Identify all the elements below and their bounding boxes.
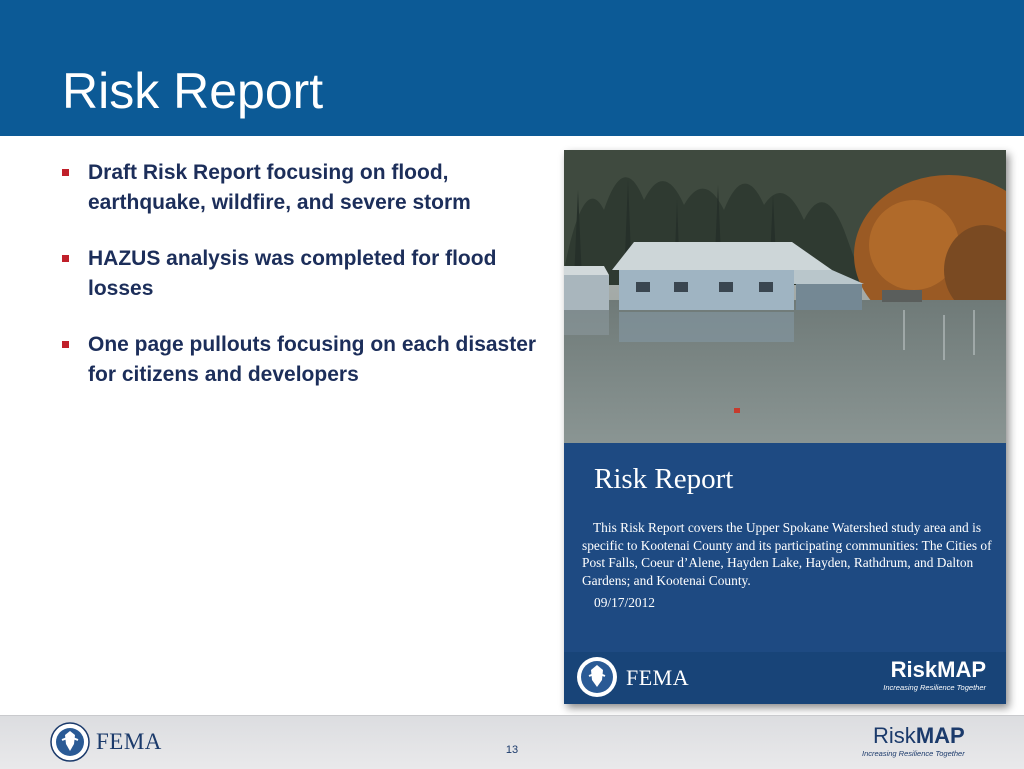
page-number: 13	[505, 744, 519, 756]
footer-riskmap-logo	[862, 724, 965, 758]
cover-riskmap-wordmark: RiskMAP	[890, 657, 986, 682]
cover-footer	[564, 652, 1006, 704]
cover-fema-logo: FEMA	[626, 665, 690, 690]
bullet-list	[62, 158, 542, 416]
title-bar	[0, 0, 1024, 136]
bullet-text: Draft Risk Report focusing on flood, earthquake, wildfire, and severe storm	[88, 161, 471, 214]
cover-description: This Risk Report covers the Upper Spokane Watershed study area and is specific to Kootenai County and its participating communities: The Cities of Post Falls, Coeur d’Alene, Hayden Lake, Hayden, Rathdrum, and Dalton Gardens; and Kootenai County.	[582, 520, 992, 588]
bullet-item	[62, 158, 542, 218]
riskmap-map-text: MAP	[915, 723, 965, 748]
bullet-item	[62, 330, 542, 390]
bullet-square-icon	[62, 255, 69, 262]
bullet-text: HAZUS analysis was completed for flood losses	[88, 247, 497, 300]
bullet-item	[62, 244, 542, 304]
cover-riskmap-tagline: Increasing Resilience Together	[883, 683, 986, 692]
bullet-square-icon	[62, 169, 69, 176]
slide-title: Risk Report	[62, 63, 324, 119]
cover-riskmap-logo	[883, 658, 986, 692]
cover-title: Risk Report	[594, 463, 734, 495]
flooded-house-photo	[564, 150, 1006, 443]
cover-text-panel	[564, 443, 1006, 652]
risk-report-cover	[564, 150, 1006, 704]
cover-date: 09/17/2012	[594, 595, 656, 610]
bullet-text: One page pullouts focusing on each disaster for citizens and developers	[88, 333, 537, 386]
bullet-square-icon	[62, 341, 69, 348]
slide-footer	[0, 715, 1024, 769]
dhs-seal-icon	[50, 722, 90, 762]
riskmap-risk-text: Risk	[873, 723, 916, 748]
dhs-seal-icon	[576, 656, 618, 698]
footer-riskmap-tagline: Increasing Resilience Together	[862, 749, 965, 758]
footer-fema-logo: FEMA	[96, 729, 162, 754]
footer-riskmap-wordmark	[862, 724, 965, 748]
